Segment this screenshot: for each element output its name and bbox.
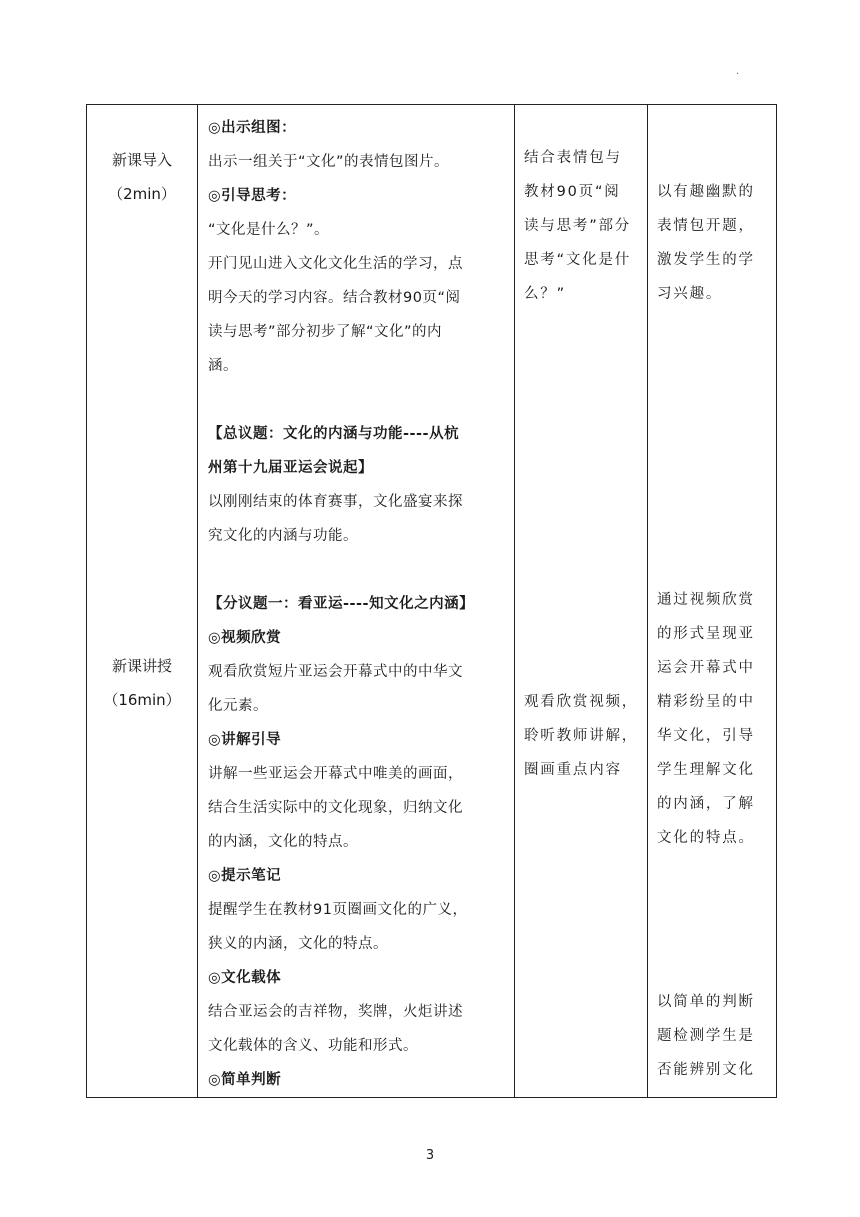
teacher-line: 以刚刚结束的体育赛事，文化盛宴来探 bbox=[208, 494, 463, 510]
teacher-line: 讲解一些亚运会开幕式中唯美的画面， bbox=[208, 766, 463, 782]
teacher-line: 提醒学生在教材91页圈画文化的广义， bbox=[208, 902, 468, 918]
intent-line: 精彩纷呈的中 bbox=[657, 694, 755, 710]
intent-line: 学生理解文化 bbox=[657, 762, 755, 778]
student-line: 教材90页“阅 bbox=[524, 184, 621, 200]
teacher-line: 狭义的内涵，文化的特点。 bbox=[208, 936, 388, 952]
intent-line: 文化的特点。 bbox=[657, 830, 755, 846]
teacher-line: 化元素。 bbox=[208, 698, 268, 714]
teacher-line: 究文化的内涵与功能。 bbox=[208, 528, 358, 544]
intent-line: 习兴趣。 bbox=[657, 286, 723, 302]
design-intent-block-2 bbox=[648, 583, 761, 855]
blank-line bbox=[208, 383, 506, 417]
teacher-line: 结合亚运会的吉祥物，奖牌，火炬讲述 bbox=[208, 1004, 463, 1020]
student-line: 聆听教师讲解， bbox=[524, 728, 639, 744]
stage-time: （2min） bbox=[108, 185, 176, 203]
stage-name: 新课讲授 bbox=[111, 657, 172, 675]
design-intent-column bbox=[648, 105, 777, 1098]
stage-time: （16min） bbox=[103, 691, 181, 709]
table-row bbox=[87, 105, 777, 1098]
student-line: 结合表情包与 bbox=[524, 150, 622, 166]
teacher-line: 结合生活实际中的文化现象，归纳文化 bbox=[208, 800, 463, 816]
teacher-activity-column bbox=[198, 105, 515, 1098]
intent-line: 的内涵，了解 bbox=[657, 796, 755, 812]
blank-line bbox=[208, 553, 506, 587]
student-activity-block-2 bbox=[515, 685, 644, 787]
intent-line: 以有趣幽默的 bbox=[657, 184, 755, 200]
student-line: 么？” bbox=[524, 286, 566, 302]
intent-line: 否能辨别文化 bbox=[657, 1062, 755, 1078]
student-activity-column bbox=[515, 105, 648, 1098]
stage-name: 新课导入 bbox=[111, 151, 172, 169]
header-mark: . bbox=[736, 66, 740, 77]
teacher-line: 观看欣赏短片亚运会开幕式中的中华文 bbox=[208, 664, 463, 680]
stage-column bbox=[87, 105, 198, 1098]
student-line: 读与思考”部分 bbox=[524, 218, 632, 234]
design-intent-block-3 bbox=[648, 985, 761, 1087]
teacher-line: ◎引导思考： bbox=[208, 188, 297, 204]
lesson-plan-table bbox=[86, 104, 777, 1098]
teacher-line: 【分议题一：看亚运----知文化之内涵】 bbox=[208, 596, 475, 612]
teacher-line: 州第十九届亚运会说起】 bbox=[208, 460, 373, 476]
student-line: 圈画重点内容 bbox=[524, 762, 622, 778]
teacher-activity-text bbox=[198, 105, 514, 1097]
design-intent-block-1 bbox=[648, 175, 761, 311]
teacher-line: 明今天的学习内容。结合教材90页“阅 bbox=[208, 290, 461, 306]
teacher-line: 涵。 bbox=[208, 358, 238, 374]
teacher-line: ◎讲解引导 bbox=[208, 732, 282, 748]
intent-line: 以简单的判断 bbox=[657, 994, 755, 1010]
teacher-line: 的内涵，文化的特点。 bbox=[208, 834, 358, 850]
teacher-line: ◎视频欣赏 bbox=[208, 630, 282, 646]
stage-2 bbox=[87, 649, 197, 717]
teacher-line: 开门见山进入文化文化生活的学习，点 bbox=[208, 256, 463, 272]
teacher-line: 【总议题：文化的内涵与功能----从杭 bbox=[208, 426, 460, 442]
intent-line: 华文化，引导 bbox=[657, 728, 755, 744]
student-line: 思考“文化是什 bbox=[524, 252, 632, 268]
teacher-line: 文化载体的含义、功能和形式。 bbox=[208, 1038, 418, 1054]
teacher-line: 出示一组关于“文化”的表情包图片。 bbox=[208, 154, 450, 170]
teacher-line: ◎文化载体 bbox=[208, 970, 282, 986]
teacher-line: 读与思考”部分初步了解“文化”的内 bbox=[208, 324, 443, 340]
intent-line: 运会开幕式中 bbox=[657, 660, 755, 676]
intent-line: 通过视频欣赏 bbox=[657, 592, 755, 608]
teacher-line: ◎出示组图： bbox=[208, 120, 297, 136]
page-number: 3 bbox=[425, 1148, 435, 1163]
teacher-line: “文化是什么？”。 bbox=[208, 222, 330, 238]
student-line: 观看欣赏视频， bbox=[524, 694, 639, 710]
teacher-line: ◎简单判断 bbox=[208, 1072, 282, 1088]
teacher-line: ◎提示笔记 bbox=[208, 868, 282, 884]
intent-line: 表情包开题， bbox=[657, 218, 755, 234]
intent-line: 激发学生的学 bbox=[657, 252, 755, 268]
student-activity-block-1 bbox=[515, 141, 637, 311]
stage-1 bbox=[87, 143, 197, 211]
intent-line: 题检测学生是 bbox=[657, 1028, 755, 1044]
intent-line: 的形式呈现亚 bbox=[657, 626, 755, 642]
